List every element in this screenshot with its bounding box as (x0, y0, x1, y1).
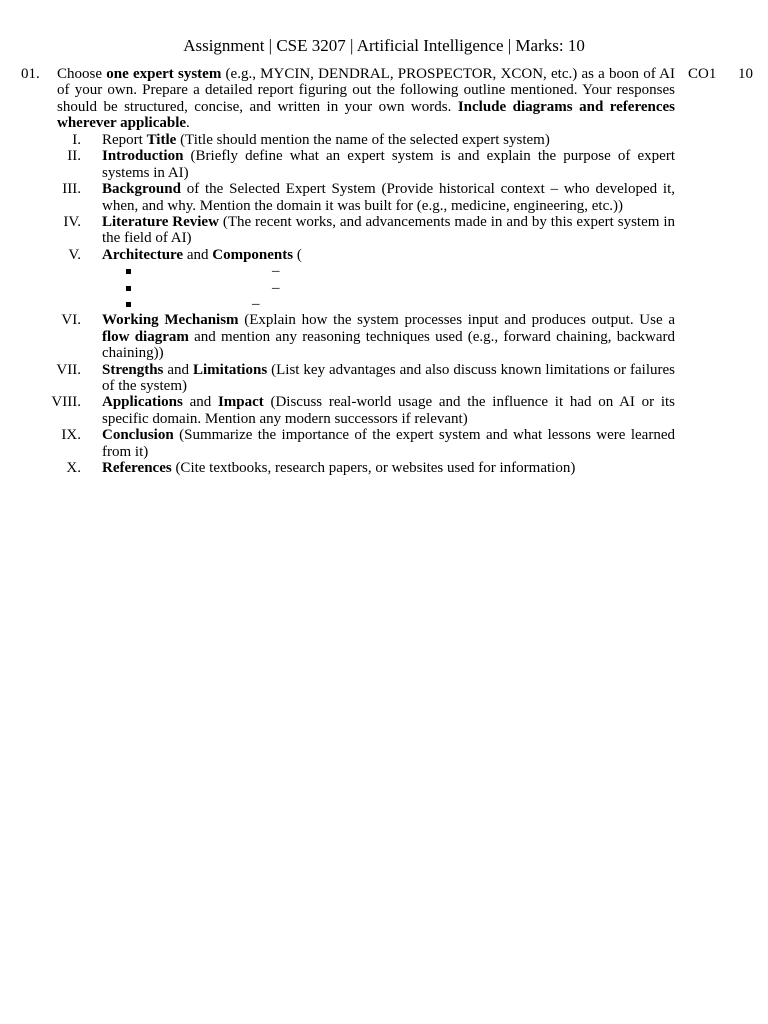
component-dash: – (272, 263, 280, 280)
component-subitem (0, 296, 768, 312)
square-bullet-icon (126, 302, 131, 307)
outline-item-conclusion (0, 427, 768, 460)
item-text: References (Cite textbooks, research papers, or websites used for information) (102, 460, 576, 477)
roman-numeral: IV. (63, 214, 81, 231)
item-text: Strengths and Limitations (List key advantages and also discuss known limitations or failures of the system) (102, 361, 675, 395)
component-subitem (0, 280, 768, 296)
question-intro (57, 66, 675, 132)
course-outcome: CO1 (688, 66, 717, 82)
roman-numeral: IX. (61, 427, 81, 444)
roman-numeral: V. (68, 246, 81, 263)
item-text: Background of the Selected Expert System (Provide historical context – who developed it, when, and why. Mention the domain it was built for (e.g., medicine, engineering, etc.)) (102, 181, 675, 214)
roman-numeral: I. (72, 132, 81, 148)
question-marks: 10 (738, 66, 753, 82)
roman-numeral: VI. (61, 312, 81, 329)
intro-text: Choose (57, 66, 107, 82)
square-bullet-icon (126, 286, 131, 291)
roman-numeral: III. (62, 181, 81, 198)
component-dash: – (272, 279, 280, 296)
roman-numeral: X. (66, 460, 81, 477)
outline-item-literature-review (0, 214, 768, 247)
outline-item-applications (0, 394, 768, 427)
outline-item-background (0, 181, 768, 214)
intro-bold: Include diagrams and references wherever applicable (57, 98, 675, 132)
assignment-heading: Assignment | CSE 3207 | Artificial Intelligence | Marks: 10 (183, 36, 585, 55)
item-text: Literature Review (The recent works, and advancements made in and by this expert system in the field of AI) (102, 214, 675, 247)
item-text: Working Mechanism (Explain how the system processes input and produces output. Use a flow diagram and mention any reasoning techniques used (e.g., forward chaining, backward chaining)) (102, 312, 675, 362)
outline-item-architecture (0, 247, 768, 313)
item-text: Introduction (Briefly define what an expert system is and explain the purpose of expert systems in AI) (102, 148, 675, 181)
intro-text: (e.g., MYCIN, DENDRAL, PROSPECTOR, XCON, etc.) as a boon of AI of your own. Prepare a detailed report figuring out the following outline mentioned. Your responses should be structured, concise, and written in your own words. (57, 66, 676, 115)
component-subitem (0, 263, 768, 279)
roman-numeral: VIII. (51, 394, 81, 411)
question-number: 01. (21, 66, 40, 82)
item-text: Report Title (Title should mention the name of the selected expert system) (102, 132, 550, 148)
outline-list (0, 132, 768, 476)
intro-bold: one expert system (106, 66, 222, 82)
item-text: Applications and Impact (Discuss real-world usage and the influence it had on AI or its specific domain. Mention any modern successors if relevant) (102, 394, 675, 427)
component-dash: – (252, 296, 260, 313)
outline-item-introduction (0, 148, 768, 181)
outline-item-strengths (0, 362, 768, 395)
outline-item-references (0, 460, 768, 476)
item-text: Architecture and Components ( (102, 246, 302, 263)
roman-numeral: VII. (56, 361, 81, 378)
intro-text: . (186, 115, 190, 132)
roman-numeral: II. (67, 148, 81, 165)
square-bullet-icon (126, 269, 131, 274)
outline-item-working-mechanism (0, 312, 768, 361)
item-text: Conclusion (Summarize the importance of the expert system and what lessons were learned from it) (102, 427, 675, 460)
outline-item-title (0, 132, 768, 148)
